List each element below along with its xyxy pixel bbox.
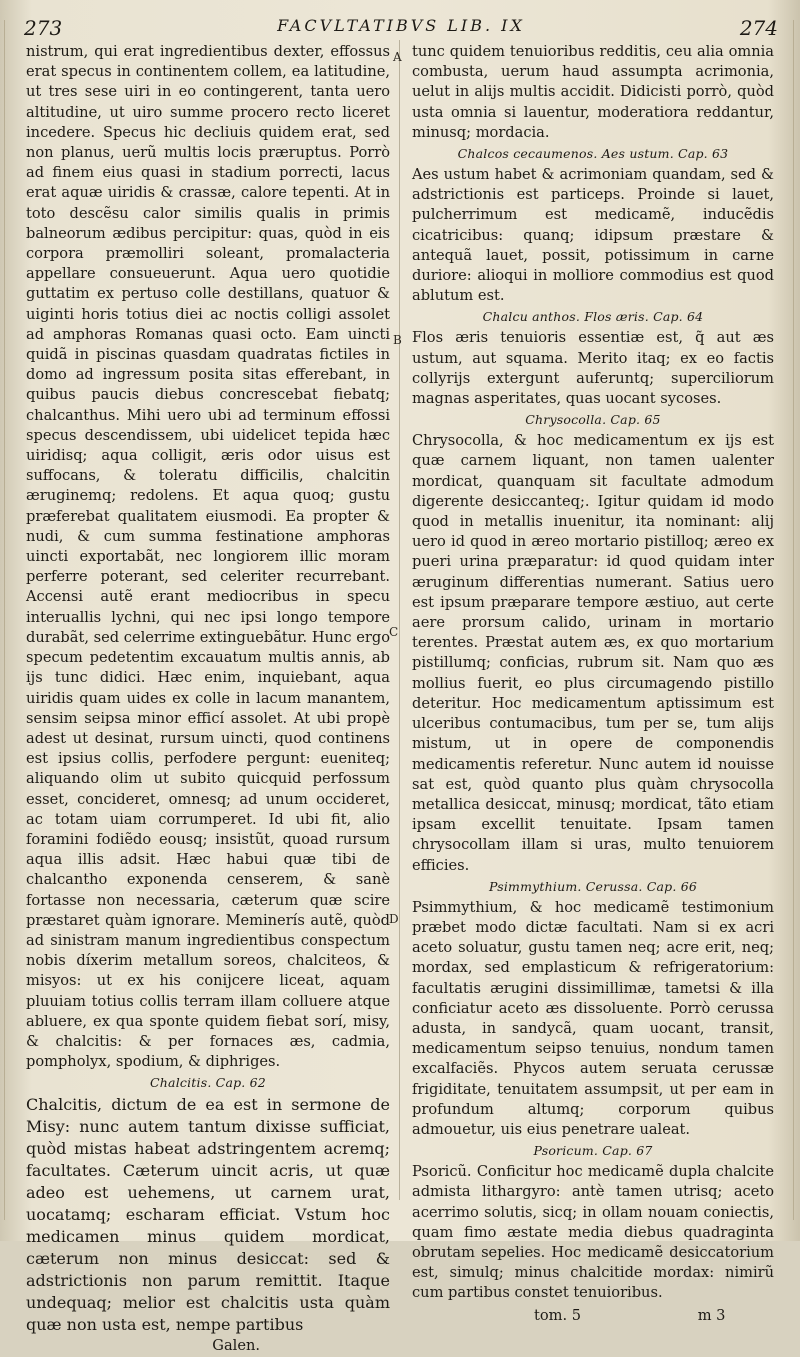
left-column [26, 42, 390, 1357]
folio-left: 273 [24, 16, 63, 40]
chapter-text-67: Psoricũ. Conficitur hoc medicamẽ dupla chalcite admista lithargyro: antè tamen utrisq; aceto acerrimo solutis, sicq; in ollam nouam coniectis, quam fimo æstate media diebus quadraginta obrutam sepelies. Hoc medicamẽ desiccatorium est, simulq; minus chalcitide mordax: nimirũ cum partibus constet tenuioribus. [412, 1163, 774, 1302]
running-title: FACVLTATIBVS LIB. IX [277, 16, 525, 35]
chapter-heading-64: Chalcu anthos. Flos æris. Cap. 64 [482, 309, 704, 325]
signature-line [412, 1306, 774, 1326]
chapter-text-63: Aes ustum habet & acrimoniam quandam, sed & adstrictionis est particeps. Proinde si lauet, pulcherrimum est medicamẽ, inducẽdis cicatricibus: quanq; idipsum præstare & antequã lauet, possit, potissimum in carne duriore: alioqui in molliore commodius est quod ablutum est. [412, 166, 774, 305]
chapter-heading-67: Psoricum. Cap. 67 [533, 1143, 653, 1159]
column-divider [399, 40, 400, 1200]
volume-mark: tom. 5 [534, 1306, 582, 1324]
chapter-text-65: Chrysocolla, & hoc medicamentum ex ijs est quæ carnem liquant, non tamen ualenter mordicat, quanquam sit facultate admodum digerente desiccanteq;. Igitur quidam id modo quod in metallis inuenitur, ita nominant: alij uero id quod in æreo mortario pistilloq; æreo ex pueri urina præparatur: id quod quidam inter æruginum differentias numerant. Satius uero est ipsum præparare tempore æstiuo, aut certe aere prorsum calido, urinam in mortario terentes. Præstat autem æs, ex quo mortarium pistillumq; conficias, rubrum sit. Nam quo æs mollius fuerit, eo plus circumagendo pistillo deteritur. Hoc medicamentum aptissimum est ulceribus contumacibus, tum per se, tum alijs mistum, ut in opere de componendis medicamentis referetur. Nunc autem id nouisse sat est, quòd quanto plus quàm chrysocolla metallica desiccat, minusq; mordicat, tãto etiam ipsam excellit tenuitate. Ipsam tamen chrysocollam illam si uras, multo tenuiorem efficies. [412, 432, 774, 874]
right-column [412, 42, 774, 1326]
chapter-heading-65: Chrysocolla. Cap. 65 [525, 412, 661, 428]
page-edge-left [4, 20, 5, 1220]
page-edge-right [793, 20, 794, 1220]
chapter-heading-62: Chalcitis. Cap. 62 [150, 1075, 266, 1091]
margin-letter-b: B [393, 333, 402, 347]
chapter-text-62: Chalcitis, dictum de ea est in sermone de Misy: nunc autem tantum dixisse sufficiat, quòd mistas habeat adstringentem acremq; facultates. Cæterum uincit acris, ut quæ adeo est uehemens, ut carnem urat, uocatamq; escharam efficiat. Vstum hoc medicamen minus quidem mordicat, cæterum non minus desiccat: sed & adstrictionis non parum remittit. Itaque undequaq; melior est chalcitis usta quàm quæ non usta est, nempe partibus [26, 1095, 390, 1335]
right-opening-paragraph: tunc quidem tenuioribus redditis, ceu alia omnia combusta, uerum haud assumpta acrimonia, uelut in alijs multis accidit. Didicisti porrò, quòd usta omnia si lauentur, moderatiora reddantur, minusq; mordacia. [412, 43, 774, 141]
margin-letter-a: A [393, 50, 402, 64]
folio-right: 274 [739, 16, 778, 40]
margin-letter-d: D [389, 912, 399, 926]
chapter-text-66: Psimmythium, & hoc medicamẽ testimonium præbet modo dictæ facultati. Nam si ex acri aceto soluatur, gustu tamen neq; acre erit, neq; mordax, sed emplasticum & refrigeratorium: facultatis ærugini dissimillimæ, tametsi & illa conficiatur aceto æs dissoluente. Porrò cerussa adusta, in sandycã, quam uocant, transit, medicamentum seipso tenuius, nondum tamen excalfaciẽs. Phycos autem seruata cerussæ frigiditate, tenuitatem assumpsit, ut per eam in profundum altumq; corporum quibus admouetur, uis eius penetrare ualeat. [412, 898, 774, 1138]
signature-mark: m 3 [697, 1306, 726, 1324]
margin-letter-c: C [389, 625, 399, 639]
chapter-heading-66: Psimmythium. Cerussa. Cap. 66 [488, 878, 698, 894]
chapter-text-64: Flos æris tenuioris essentiæ est, q̃ aut æs ustum, aut squama. Merito itaq; ex eo factis collyrijs extergunt auferuntq; superciliorum magnas asperitates, quas uocant sycoses. [412, 329, 774, 408]
catchword: Galen. [212, 1337, 260, 1355]
chapter-heading-63: Chalcos cecaumenos. Aes ustum. Cap. 63 [457, 146, 729, 162]
page-header [24, 14, 778, 40]
left-paragraph: nistrum, qui erat ingredientibus dexter, effossus erat specus in continentem collem, ea latitudine, ut tres sese uiri in eo contingerent, tanta uero altitudine, ut uiro summe procero recto liceret incedere. Specus hic decliuis quidem erat, sed non planus, uerũ multis locis præruptus. Porrò ad finem eius quasi in stadium porrecti, lacus erat aquæ uiridis & crassæ, calore tepenti. At in toto descẽsu calor similis qualis in primis balneorum ædibus percipitur: quas, quòd in eis corpora præmolliri soleant, promalacteria appellare consueuerunt. Aqua uero quotidie guttatim ex pertuso colle destillans, quatuor & uiginti horis totius diei ac noctis colligi assolet ad amphoras Romanas quasi octo. Eam uincti quidã in piscinas quasdam quadratas fictiles in domo ad ingressum posita sitas efferebant, in quibus paucis diebus concrescebat fiebatq; chalcanthus. Mihi uero ubi ad terminum effossi specus descendissem, ubi uidelicet tepida hæc uiridisq; aqua colligit, æris odor uisus est suffocans, & toleratu difficilis, chalcitin æruginemq; redolens. Et aqua quoq; gustu præferebat qualitatem eiusmodi. Ea propter & nudi, & cum summa festinatione amphoras uincti exportabãt, nec longiorem illic moram perferre poterant, sed celeriter recurrebant. Accensi autẽ erant mediocribus in specu interuallis lychni, qui nec ipsi longo tempore durabãt, sed celerrime extinguebãtur. Hunc ergo specum pedetentim excauatum multis annis, ab ijs tunc didici. Hæc enim, inquiebant, aqua uiridis quam uides ex colle in lacum manantem, sensim seipsa minor efficí assolet. At ubi propè adest ut desinat, rursum uincti, quod continens est ipsius collis, perfodere pergunt: eueniteq; aliquando olim ut subito quicquid perfossum esset, concideret, omnesq; ad unum occideret, ac totam uiam corrumperet. Id ubi fit, alio foramini fodiẽdo eousq; insistũt, quoad rursum aqua illis adsit. Hæc habui quæ tibi de chalcantho exponenda censerem, & sanè fortasse non necessaria, cæterum quæ scire præstaret quàm ignorare. Meminerís autẽ, quòd ad sinistram manum ingredientibus conspectum nobis díxerim metallum soreos, chalciteos, & misyos: ut ex his conijcere liceat, aquam pluuiam totius collis terram illam colluere atque abluere, ex qua sponte quidem fiebat sorí, misy, & chalcitis: & per fornaces æs, cadmia, pompholyx, spodium, & diphriges. [26, 43, 390, 1071]
